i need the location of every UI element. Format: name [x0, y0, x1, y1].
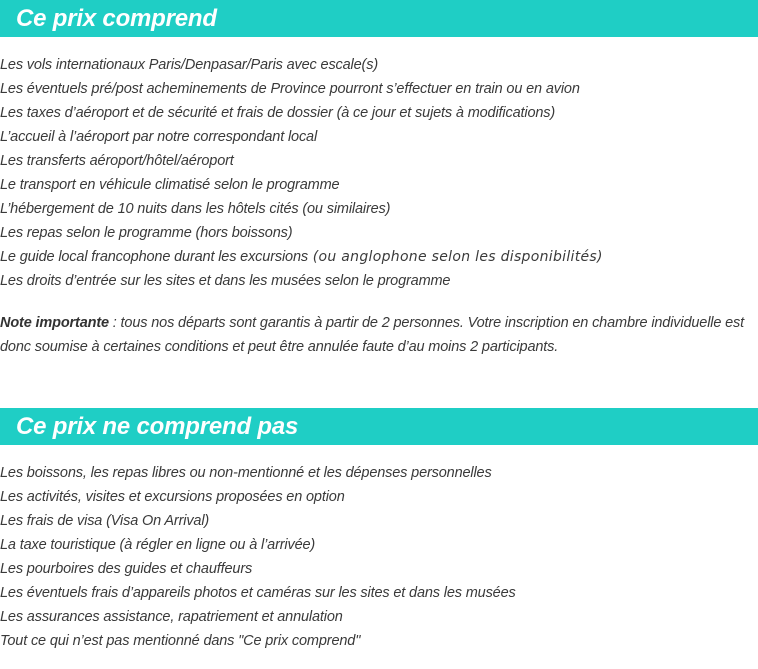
- list-item: Les frais de visa (Visa On Arrival): [0, 513, 210, 529]
- list-item: Les repas selon le programme (hors boissons): [0, 225, 293, 241]
- guide-text: Le guide local francophone durant les excursions: [0, 249, 308, 265]
- list-item: La taxe touristique (à régler en ligne ou à l’arrivée): [0, 537, 316, 553]
- list-item: L’accueil à l’aéroport par notre correspondant local: [0, 129, 318, 145]
- note-text: : tous nos départs sont garantis à partir de 2 personnes. Votre inscription en chambre individuelle est donc soumise à certaines conditions et peut être annulée faute d’au moins 2 participants.: [0, 315, 745, 355]
- list-item: Le transport en véhicule climatisé selon le programme: [0, 177, 340, 193]
- important-note: [0, 311, 752, 359]
- list-item: Tout ce qui n’est pas mentionné dans "Ce prix comprend": [0, 633, 361, 649]
- included-list: [0, 53, 758, 293]
- guide-suffix: (ou anglophone selon les disponibilités): [307, 249, 603, 265]
- excluded-list: [0, 461, 758, 653]
- list-item: L’hébergement de 10 nuits dans les hôtels cités (ou similaires): [0, 201, 391, 217]
- list-item: Les pourboires des guides et chauffeurs: [0, 561, 253, 577]
- list-item: Les éventuels pré/post acheminements de Province pourront s’effectuer en train ou en avion: [0, 81, 580, 97]
- list-item-guide: [0, 245, 758, 269]
- list-item: Les activités, visites et excursions proposées en option: [0, 489, 345, 505]
- section-title-included: Ce prix comprend: [16, 5, 217, 32]
- list-item: Les éventuels frais d’appareils photos et caméras sur les sites et dans les musées: [0, 585, 516, 601]
- list-item: Les taxes d’aéroport et de sécurité et frais de dossier (à ce jour et sujets à modifications): [0, 105, 556, 121]
- list-item: Les boissons, les repas libres ou non-mentionné et les dépenses personnelles: [0, 465, 492, 481]
- list-item: Les transferts aéroport/hôtel/aéroport: [0, 153, 234, 169]
- note-label: Note importante: [0, 315, 109, 331]
- list-item: Les droits d’entrée sur les sites et dans les musées selon le programme: [0, 273, 451, 289]
- section-header-included: [0, 0, 758, 37]
- section-header-excluded: [0, 408, 758, 445]
- list-item: Les assurances assistance, rapatriement et annulation: [0, 609, 343, 625]
- section-title-excluded: Ce prix ne comprend pas: [16, 413, 299, 440]
- list-item: Les vols internationaux Paris/Denpasar/Paris avec escale(s): [0, 57, 378, 73]
